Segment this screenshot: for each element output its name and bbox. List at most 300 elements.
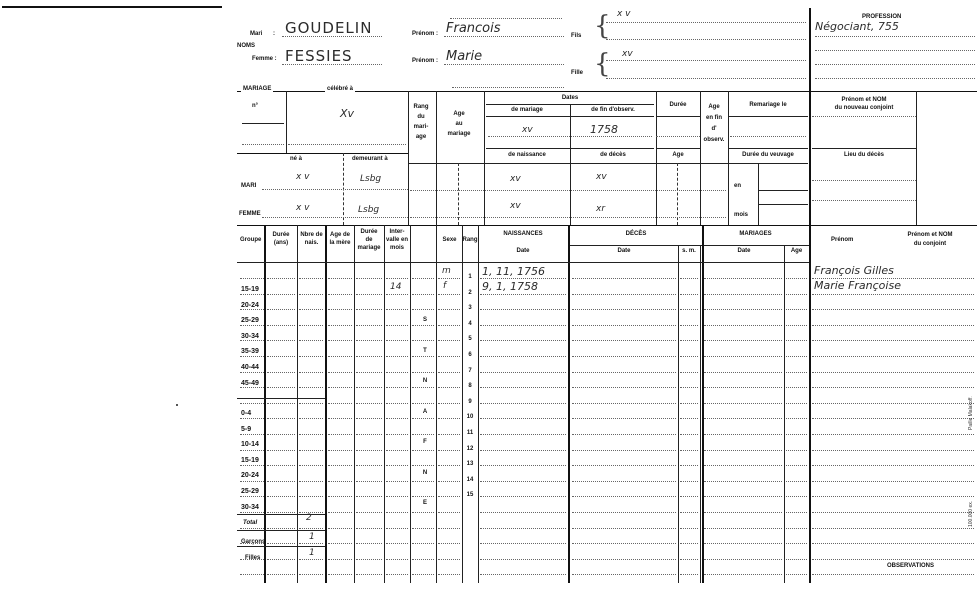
row-rule <box>412 294 434 295</box>
row-rule <box>356 574 382 575</box>
femme-prenom: Marie <box>446 49 483 64</box>
fille-value: xv <box>622 49 633 59</box>
rang-header: Rang <box>462 237 478 243</box>
celebre-value: Xv <box>340 107 355 120</box>
mari-row-label: MARI <box>241 183 257 189</box>
row-rule <box>704 543 782 544</box>
child-2-sexe: f <box>443 281 447 291</box>
observations-label: OBSERVATIONS <box>887 563 935 569</box>
row-rule <box>704 340 782 341</box>
row-rule <box>480 294 566 295</box>
row-rule <box>438 465 460 466</box>
row-rule <box>267 434 295 435</box>
stray-mark <box>176 404 178 406</box>
row-rule <box>704 450 782 451</box>
row-rule <box>299 356 323 357</box>
row-rule <box>812 450 974 451</box>
row-rule <box>386 294 408 295</box>
row-rule <box>299 496 323 497</box>
sexe-header: Sexe <box>442 237 457 243</box>
row-rule <box>386 574 408 575</box>
row-rule <box>267 528 295 529</box>
femme-deces-value: xr <box>596 204 606 214</box>
row-rule <box>480 481 566 482</box>
row-rule <box>812 356 974 357</box>
row-rule <box>328 403 352 404</box>
row-rule <box>386 496 408 497</box>
row-rule <box>704 528 782 529</box>
child-1-prenom: François Gilles <box>814 264 894 277</box>
row-rule <box>328 543 352 544</box>
row-rule <box>572 356 676 357</box>
row-rule <box>299 387 323 388</box>
nbre-header: Nbre de nais. <box>300 232 323 246</box>
row-rule <box>267 512 295 513</box>
row-rule <box>572 278 676 279</box>
mari-prenom: Francois <box>446 21 501 36</box>
row-rule <box>328 387 352 388</box>
row-rule <box>480 403 566 404</box>
row-rule <box>299 574 323 575</box>
fils-brace: { <box>594 11 611 41</box>
print-run-note: 100.000 ex. <box>968 500 974 527</box>
row-rule <box>438 340 460 341</box>
femme-demeurant-value: Lsbg <box>358 205 380 215</box>
row-rule <box>267 418 295 419</box>
row-rule <box>786 512 807 513</box>
row-rule <box>812 574 974 575</box>
row-rule <box>356 496 382 497</box>
row-rule <box>267 559 295 560</box>
row-rule <box>299 418 323 419</box>
row-rule <box>240 372 264 373</box>
row-rule <box>480 465 566 466</box>
row-rule <box>328 309 352 310</box>
row-rule <box>786 528 807 529</box>
row-rule <box>412 481 434 482</box>
row-rule <box>412 372 434 373</box>
row-rule <box>412 325 434 326</box>
row-rule <box>786 403 807 404</box>
row-rule <box>480 543 566 544</box>
row-rule <box>680 434 698 435</box>
row-rule <box>299 559 323 560</box>
fille-brace: { <box>594 49 611 79</box>
row-rule <box>572 325 676 326</box>
row-rule <box>572 403 676 404</box>
row-rule <box>480 450 566 451</box>
row-rule <box>386 403 408 404</box>
fille-label: Fille <box>571 70 584 76</box>
row-rule <box>356 481 382 482</box>
row-rule <box>680 340 698 341</box>
row-rule <box>680 512 698 513</box>
row-rule <box>356 528 382 529</box>
row-rule <box>412 278 434 279</box>
femme-ne-a-value: x v <box>296 203 310 213</box>
row-rule <box>240 559 264 560</box>
row-rule <box>812 434 974 435</box>
age-groups-column: 15-19 20-24 25-29 30-34 35-39 40-44 45-49 <box>241 286 259 387</box>
row-rule <box>386 309 408 310</box>
deces-date-header: Date <box>617 248 631 254</box>
row-rule <box>438 356 460 357</box>
row-rule <box>356 356 382 357</box>
row-rule <box>704 512 782 513</box>
row-rule <box>240 574 264 575</box>
row-rule <box>240 465 264 466</box>
age-fin-obs-label: Age en fin d' observ. <box>703 104 725 143</box>
row-rule <box>328 434 352 435</box>
noms-label: NOMS <box>237 43 255 49</box>
row-rule <box>786 325 807 326</box>
row-rule <box>412 543 434 544</box>
row-rule <box>572 418 676 419</box>
row-rule <box>240 294 264 295</box>
row-rule <box>386 434 408 435</box>
row-rule <box>812 403 974 404</box>
row-rule <box>267 465 295 466</box>
row-rule <box>386 465 408 466</box>
row-rule <box>812 387 974 388</box>
row-rule <box>438 403 460 404</box>
row-rule <box>480 278 566 279</box>
row-rule <box>412 387 434 388</box>
lieu-deces-label: Lieu du décès <box>843 152 884 158</box>
row-rule <box>356 465 382 466</box>
row-rule <box>812 465 974 466</box>
row-rule <box>680 418 698 419</box>
rang-label: Rang du mari- age <box>413 104 429 140</box>
row-rule <box>438 309 460 310</box>
row-rule <box>438 387 460 388</box>
row-rule <box>480 340 566 341</box>
row-rule <box>356 559 382 560</box>
garcons-label: Garçons <box>241 539 266 545</box>
row-rule <box>299 434 323 435</box>
group-separator <box>237 530 325 531</box>
row-rule <box>299 325 323 326</box>
row-rule <box>572 512 676 513</box>
sm-header: s. m. <box>682 248 696 254</box>
row-rule <box>299 465 323 466</box>
row-rule <box>328 340 352 341</box>
row-rule <box>786 481 807 482</box>
row-rule <box>572 340 676 341</box>
row-rule <box>328 294 352 295</box>
prenom-header: Prénom <box>831 237 854 243</box>
row-rule <box>480 512 566 513</box>
row-rule <box>812 528 974 529</box>
ne-a-label: né à <box>290 156 303 162</box>
prenom-label-femme: Prénom : <box>412 58 439 64</box>
row-rule <box>704 309 782 310</box>
femme-name: FESSIES <box>285 47 353 65</box>
row-rule <box>240 496 264 497</box>
de-naissance-label: de naissance <box>508 152 546 158</box>
remariage-label: Remariage le <box>749 102 787 108</box>
child-2-intervalle: 14 <box>390 282 402 292</box>
row-rule <box>438 528 460 529</box>
row-rule <box>572 481 676 482</box>
row-rule <box>240 325 264 326</box>
row-rule <box>299 528 323 529</box>
row-rule <box>438 325 460 326</box>
row-rule <box>704 418 782 419</box>
total-label: Total <box>243 520 258 526</box>
group-separator <box>237 398 325 399</box>
row-rule <box>299 340 323 341</box>
row-rule <box>356 294 382 295</box>
mois-label: mois <box>734 212 749 218</box>
row-rule <box>438 294 460 295</box>
row-rule <box>412 434 434 435</box>
child-1-sexe: m <box>442 266 451 276</box>
row-rule <box>299 372 323 373</box>
row-rule <box>328 372 352 373</box>
de-mariage-value: xv <box>522 125 533 135</box>
duree-veuvage-label: Durée du veuvage <box>742 152 794 158</box>
row-rule <box>386 387 408 388</box>
row-rule <box>680 403 698 404</box>
row-rule <box>412 340 434 341</box>
row-rule <box>240 403 264 404</box>
row-rule <box>438 574 460 575</box>
row-rule <box>412 309 434 310</box>
row-rule <box>267 387 295 388</box>
row-rule <box>786 356 807 357</box>
en-label: en <box>734 183 742 189</box>
row-rule <box>704 294 782 295</box>
row-rule <box>812 325 974 326</box>
enfants-vertical-label: S T N A F N E <box>422 317 428 506</box>
row-rule <box>480 559 566 560</box>
row-rule <box>572 559 676 560</box>
mari-demeurant-value: Lsbg <box>360 174 382 184</box>
row-rule <box>328 512 352 513</box>
row-rule <box>356 340 382 341</box>
fils-value: x v <box>617 9 631 19</box>
row-rule <box>412 450 434 451</box>
row-rule <box>356 387 382 388</box>
row-rule <box>386 559 408 560</box>
row-rule <box>356 325 382 326</box>
row-rule <box>680 574 698 575</box>
mari-label: Mari <box>250 31 263 37</box>
row-rule <box>438 450 460 451</box>
rank-column: 1 2 3 4 5 6 7 8 9 10 11 12 13 14 15 <box>466 274 474 499</box>
row-rule <box>572 465 676 466</box>
row-rule <box>240 278 264 279</box>
row-rule <box>704 278 782 279</box>
row-rule <box>704 387 782 388</box>
mariages-header: MARIAGES <box>739 231 772 237</box>
row-rule <box>412 574 434 575</box>
row-rule <box>480 356 566 357</box>
row-rule <box>680 465 698 466</box>
row-rule <box>386 481 408 482</box>
row-rule <box>412 559 434 560</box>
row-rule <box>572 372 676 373</box>
row-rule <box>704 403 782 404</box>
row-rule <box>267 543 295 544</box>
child-2-prenom: Marie Françoise <box>814 279 901 292</box>
row-rule <box>240 543 264 544</box>
profession-value: Négociant, 755 <box>815 20 899 33</box>
row-rule <box>328 559 352 560</box>
duree-label: Durée <box>669 102 687 108</box>
row-rule <box>386 325 408 326</box>
row-rule <box>786 309 807 310</box>
row-rule <box>812 340 974 341</box>
row-rule <box>412 528 434 529</box>
row-rule <box>786 340 807 341</box>
row-rule <box>267 309 295 310</box>
row-rule <box>299 450 323 451</box>
row-rule <box>267 325 295 326</box>
row-rule <box>328 325 352 326</box>
row-rule <box>786 543 807 544</box>
row-rule <box>480 372 566 373</box>
row-rule <box>386 418 408 419</box>
row-rule <box>299 309 323 310</box>
row-rule <box>704 574 782 575</box>
row-rule <box>299 543 323 544</box>
duree-header: Durée (ans) <box>272 232 290 246</box>
row-rule <box>328 528 352 529</box>
row-rule <box>680 372 698 373</box>
row-rule <box>267 574 295 575</box>
row-rule <box>572 574 676 575</box>
naissance-date-header: Date <box>516 248 530 254</box>
row-rule <box>240 450 264 451</box>
row-rule <box>328 278 352 279</box>
row-rule <box>572 434 676 435</box>
row-rule <box>704 372 782 373</box>
femme-label: Femme : <box>252 56 277 62</box>
intervalle-header: Inter- valle en mois <box>385 229 408 251</box>
conjoint-header: Prénom et NOM du conjoint <box>907 232 953 247</box>
row-rule <box>680 278 698 279</box>
mari-ne-a-value: x v <box>296 172 310 182</box>
row-rule <box>480 434 566 435</box>
row-rule <box>386 528 408 529</box>
demeurant-label: demeurant à <box>352 156 388 162</box>
row-rule <box>704 356 782 357</box>
row-rule <box>240 434 264 435</box>
row-rule <box>786 496 807 497</box>
row-rule <box>240 340 264 341</box>
child-2-naissance: 9, 1, 1758 <box>482 280 538 293</box>
row-rule <box>356 372 382 373</box>
row-rule <box>812 559 974 560</box>
row-rule <box>812 512 974 513</box>
row-rule <box>812 294 974 295</box>
row-rule <box>480 309 566 310</box>
row-rule <box>240 309 264 310</box>
row-rule <box>328 496 352 497</box>
row-rule <box>786 434 807 435</box>
mari-naissance-value: xv <box>510 174 521 184</box>
mari-deces-value: xv <box>596 172 607 182</box>
row-rule <box>680 543 698 544</box>
row-rule <box>240 512 264 513</box>
row-rule <box>299 278 323 279</box>
row-rule <box>299 403 323 404</box>
profession-label: PROFESSION <box>862 14 902 20</box>
row-rule <box>356 309 382 310</box>
row-rule <box>386 278 408 279</box>
row-rule <box>412 496 434 497</box>
row-rule <box>356 403 382 404</box>
deces-header: DÉCÈS <box>625 231 647 237</box>
mari-name: GOUDELIN <box>285 19 373 37</box>
row-rule <box>480 387 566 388</box>
groupe-header: Groupe <box>240 237 262 243</box>
row-rule <box>704 559 782 560</box>
row-rule <box>812 543 974 544</box>
nouveau-conjoint-label: Prénom et NOM du nouveau conjoint <box>834 97 894 111</box>
row-rule <box>267 450 295 451</box>
row-rule <box>572 387 676 388</box>
row-rule <box>438 496 460 497</box>
row-rule <box>572 543 676 544</box>
mariages-age-header: Age <box>790 248 803 254</box>
row-rule <box>328 356 352 357</box>
row-rule <box>704 434 782 435</box>
dates-label: Dates <box>561 95 579 101</box>
row-rule <box>328 481 352 482</box>
row-rule <box>267 294 295 295</box>
row-rule <box>386 450 408 451</box>
printer-note: Paille Malakoff. <box>968 396 974 430</box>
row-rule <box>267 372 295 373</box>
no-label: n° <box>252 103 259 109</box>
row-rule <box>704 325 782 326</box>
de-deces-label: de décès <box>600 152 626 158</box>
row-rule <box>680 294 698 295</box>
row-rule <box>412 465 434 466</box>
child-1-naissance: 1, 11, 1756 <box>482 265 545 278</box>
row-rule <box>680 450 698 451</box>
row-rule <box>356 434 382 435</box>
group-separator <box>237 546 325 547</box>
row-rule <box>704 465 782 466</box>
row-rule <box>480 574 566 575</box>
row-rule <box>786 418 807 419</box>
row-rule <box>680 309 698 310</box>
row-rule <box>267 278 295 279</box>
row-rule <box>438 559 460 560</box>
row-rule <box>299 481 323 482</box>
filles-value: 1 <box>309 548 315 558</box>
duree-mariage-header: Durée de mariage <box>357 229 381 251</box>
row-rule <box>356 543 382 544</box>
row-rule <box>267 356 295 357</box>
row-rule <box>386 512 408 513</box>
row-rule <box>480 325 566 326</box>
row-rule <box>438 372 460 373</box>
row-rule <box>386 543 408 544</box>
row-rule <box>786 465 807 466</box>
row-rule <box>412 512 434 513</box>
row-rule <box>386 372 408 373</box>
row-rule <box>438 418 460 419</box>
row-rule <box>356 450 382 451</box>
fin-obs-value: 1758 <box>590 123 618 136</box>
row-rule <box>786 574 807 575</box>
row-rule <box>572 309 676 310</box>
